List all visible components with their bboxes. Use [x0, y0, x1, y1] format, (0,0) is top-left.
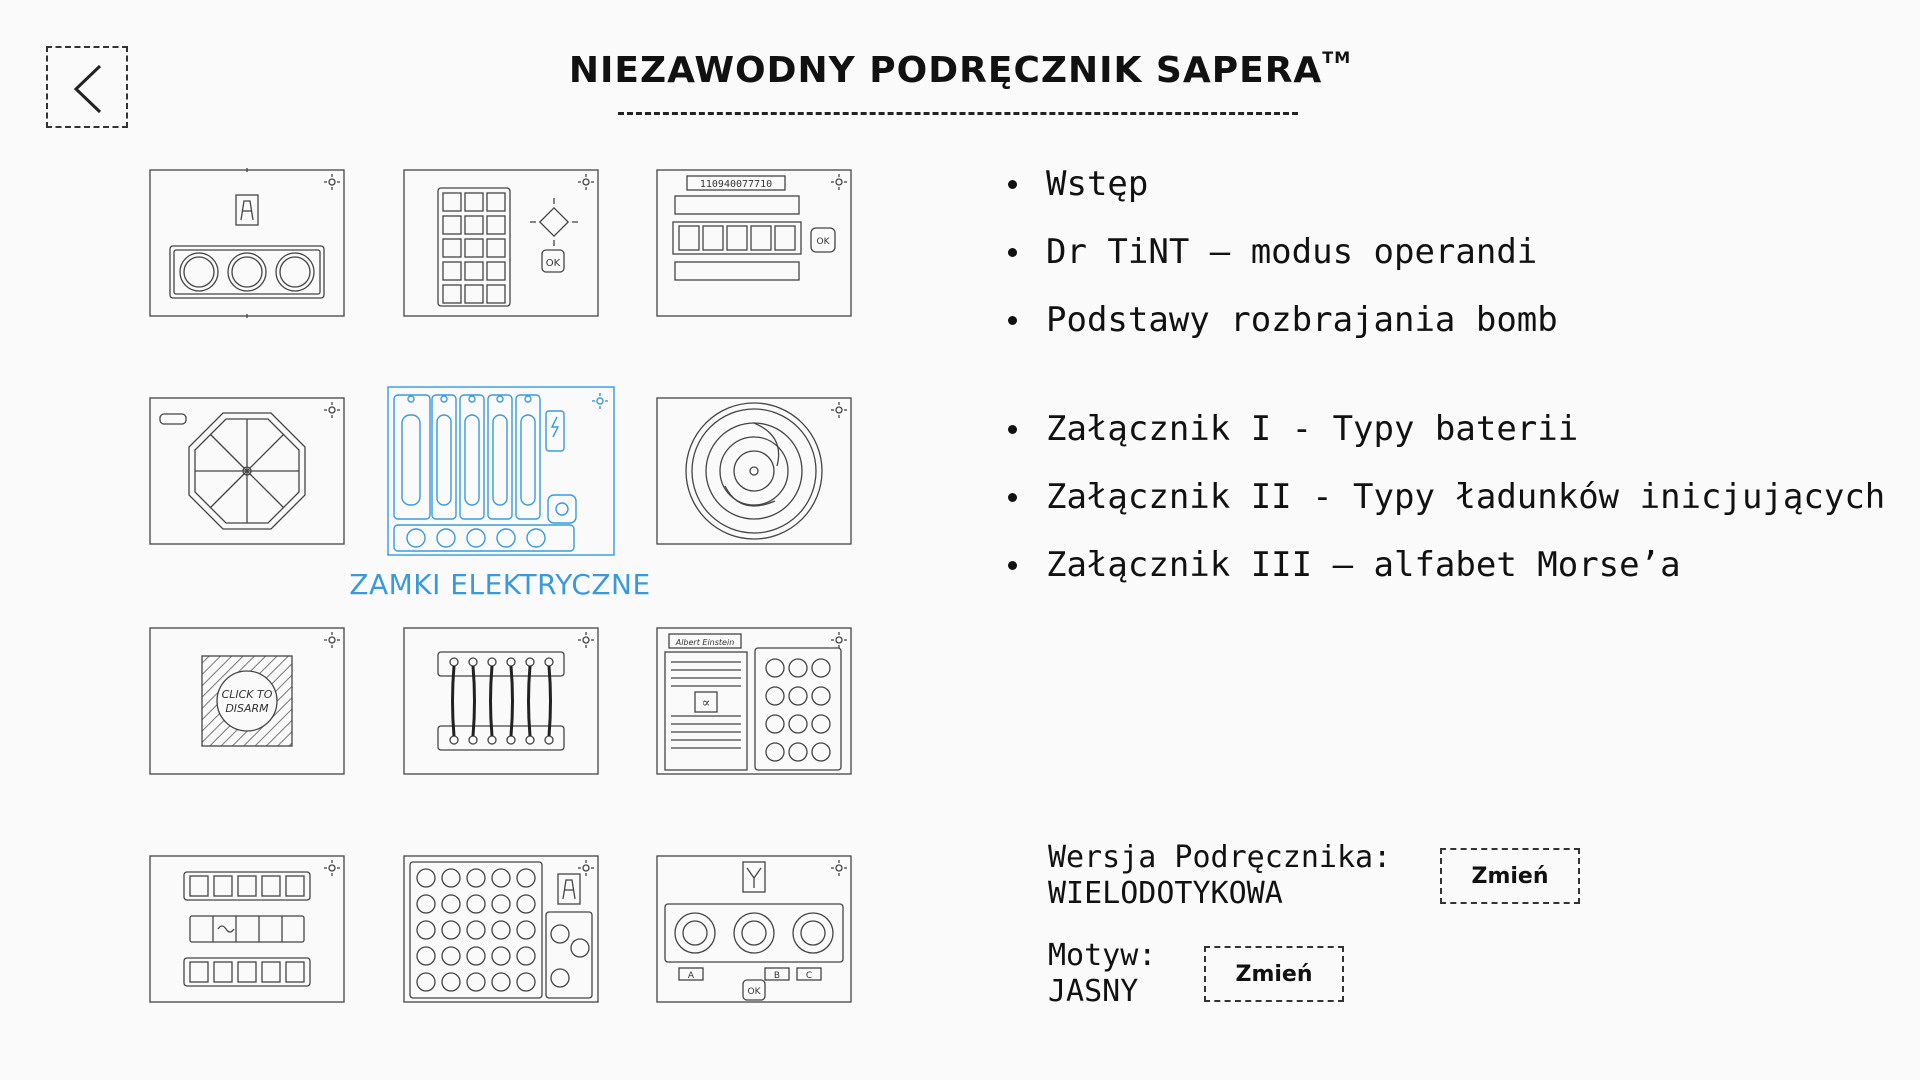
version-value: WIELODOTYKOWA	[1048, 876, 1283, 911]
module-tile-memory[interactable]	[148, 168, 346, 318]
module-tile-password[interactable]	[655, 168, 853, 318]
trademark: TM	[1322, 48, 1352, 67]
title-underline	[618, 112, 1298, 115]
svg-text:OK: OK	[816, 237, 830, 247]
svg-text:CLICK TO: CLICK TO	[221, 688, 273, 701]
module-tile-quote-grid[interactable]	[655, 626, 853, 776]
module-tile-wires[interactable]	[402, 626, 600, 776]
manual-menu-appendices	[1000, 395, 1885, 599]
menu-item-modus-operandi[interactable]: Dr TiNT – modus operandi	[1000, 218, 1558, 286]
change-version-button[interactable]: Zmień	[1440, 848, 1580, 904]
svg-text:Albert Einstein: Albert Einstein	[675, 638, 735, 647]
svg-text:DISARM: DISARM	[225, 702, 269, 715]
svg-text:OK: OK	[545, 258, 561, 269]
theme-label: Motyw:	[1048, 938, 1157, 973]
wires-module-icon	[402, 626, 600, 776]
manual-menu-basics	[1000, 150, 1558, 354]
electric-locks-module-icon	[386, 385, 616, 557]
module-tile-circle-grid[interactable]	[402, 854, 600, 1004]
circle-grid-module-icon	[402, 854, 600, 1004]
module-tile-keypad[interactable]	[402, 168, 600, 318]
svg-text:OK: OK	[747, 987, 761, 997]
svg-text:B: B	[773, 971, 781, 981]
menu-item-appendix-1[interactable]: Załącznik I - Typy baterii	[1000, 395, 1885, 463]
menu-item-appendix-3[interactable]: Załącznik III – alfabet Morse’a	[1000, 531, 1885, 599]
svg-text:∝: ∝	[701, 696, 711, 711]
version-label: Wersja Podręcznika:	[1048, 840, 1392, 875]
module-tile-symbol-slots[interactable]	[148, 854, 346, 1004]
theme-setting	[1048, 938, 1156, 1010]
svg-text:A: A	[687, 971, 695, 981]
quote-grid-module-icon	[655, 626, 853, 776]
octagon-wheel-module-icon	[148, 396, 346, 546]
module-tile-maze-dial[interactable]	[655, 396, 853, 546]
theme-value: JASNY	[1048, 974, 1139, 1009]
memory-module-icon	[148, 168, 346, 318]
keypad-module-icon	[402, 168, 600, 318]
selected-module-caption: ZAMKI ELEKTRYCZNE	[349, 568, 651, 601]
version-setting	[1048, 840, 1391, 912]
menu-item-intro[interactable]: Wstęp	[1000, 150, 1558, 218]
svg-text:C: C	[805, 971, 813, 981]
maze-dial-module-icon	[655, 396, 853, 546]
svg-text:110940077710: 110940077710	[699, 179, 773, 190]
menu-item-defusal-basics[interactable]: Podstawy rozbrajania bomb	[1000, 286, 1558, 354]
page-title: NIEZAWODNY PODRĘCZNIK SAPERA™	[568, 48, 1352, 91]
three-dials-module-icon	[655, 854, 853, 1004]
change-theme-button[interactable]: Zmień	[1204, 946, 1344, 1002]
symbol-slots-module-icon	[148, 854, 346, 1004]
module-tile-click-to-disarm[interactable]	[148, 626, 346, 776]
module-tile-electric-locks[interactable]	[386, 385, 616, 557]
module-tile-octagon[interactable]	[148, 396, 346, 546]
menu-item-appendix-2[interactable]: Załącznik II - Typy ładunków inicjujących	[1000, 463, 1885, 531]
header	[0, 50, 1920, 91]
password-module-icon	[655, 168, 853, 318]
module-tile-three-dials[interactable]	[655, 854, 853, 1004]
click-to-disarm-button-icon	[148, 626, 346, 776]
